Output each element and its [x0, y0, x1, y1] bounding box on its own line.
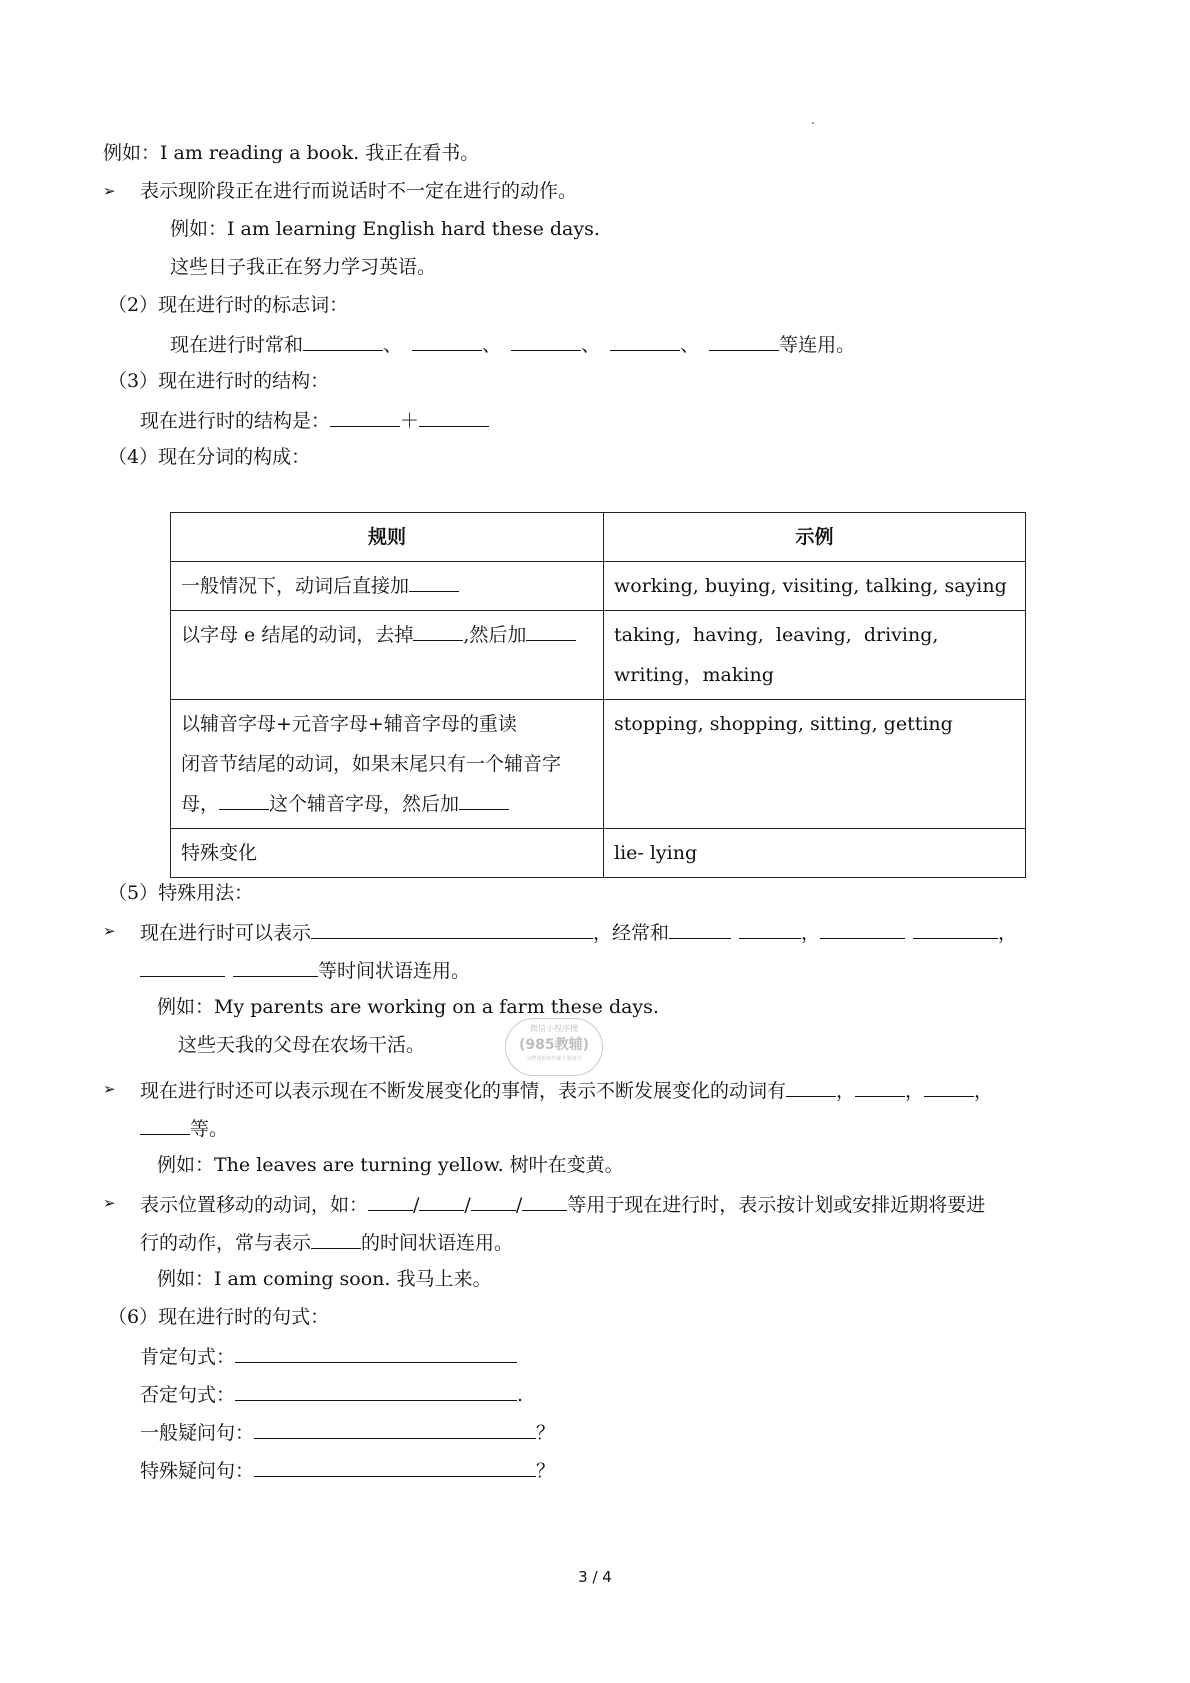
special-usage-1-line1	[140, 918, 1017, 946]
comma: ，	[905, 1080, 925, 1102]
usage-text: 等。	[190, 1118, 229, 1140]
section-5-title: （5）特殊用法：	[108, 882, 254, 904]
structure-line	[140, 406, 489, 434]
special-usage-2-line2	[140, 1114, 228, 1142]
blank-field[interactable]	[459, 789, 509, 810]
example-coming: 例如：I am coming soon. 我马上来。	[157, 1268, 492, 1290]
table-row	[171, 829, 1026, 878]
participle-rules-table	[170, 512, 1026, 878]
example-cell: stopping, shopping, sitting, getting	[604, 700, 1026, 829]
blank-field[interactable]	[522, 1190, 567, 1211]
usage-text: 现在进行时还可以表示现在不断发展变化的事情，表示不断发展变化的动词有	[140, 1080, 787, 1102]
bullet-arrow-icon: ➢	[103, 182, 116, 200]
blank-field[interactable]	[412, 330, 482, 351]
table-row	[171, 700, 1026, 829]
blank-field[interactable]	[855, 1076, 905, 1097]
example-cell: working, buying, visiting, talking, saying	[604, 562, 1026, 611]
special-question-line	[140, 1456, 555, 1484]
blank-field[interactable]	[254, 1456, 536, 1477]
example-reading: 例如：I am reading a book. 我正在看书。	[103, 142, 480, 164]
bullet-current-stage: 表示现阶段正在进行而说话时不一定在进行的动作。	[140, 180, 578, 202]
blank-field[interactable]	[330, 406, 400, 427]
special-usage-3-line2	[140, 1228, 513, 1256]
comma: ，	[998, 922, 1018, 944]
blank-field[interactable]	[311, 1228, 361, 1249]
rule-cell	[171, 562, 604, 611]
example-cell: taking, having, leaving, driving, writing，making	[604, 611, 1026, 700]
usage-text: 行的动作，常与表示	[140, 1232, 312, 1254]
signal-words-prefix: 现在进行时常和	[170, 334, 304, 356]
blank-field[interactable]	[471, 1190, 516, 1211]
usage-text: 等用于现在进行时，表示按计划或安排近期将要进	[567, 1194, 986, 1216]
blank-field[interactable]	[409, 571, 459, 592]
separator: 、	[581, 334, 601, 356]
watermark-text: 完整资料和答案不要错过	[526, 1056, 582, 1062]
blank-field[interactable]	[913, 918, 998, 939]
comma: ，	[974, 1080, 994, 1102]
blank-field[interactable]	[526, 620, 576, 641]
section-6-title: （6）现在进行时的句式：	[108, 1306, 330, 1328]
blank-field[interactable]	[924, 1076, 974, 1097]
rule-text: 以辅音字母+元音字母+辅音字母的重读	[181, 713, 517, 735]
sentence-form-label: 肯定句式：	[140, 1346, 236, 1368]
blank-field[interactable]	[254, 1418, 536, 1439]
usage-text: 的时间状语连用。	[361, 1232, 514, 1254]
sentence-form-label: 特殊疑问句：	[140, 1460, 255, 1482]
rule-text: ,然后加	[463, 624, 527, 646]
blank-field[interactable]	[303, 330, 383, 351]
table-header-example: 示例	[604, 513, 1026, 562]
blank-field[interactable]	[610, 330, 680, 351]
blank-field[interactable]	[709, 330, 779, 351]
blank-field[interactable]	[140, 1114, 190, 1135]
page-number: 3 / 4	[578, 1568, 612, 1586]
blank-field[interactable]	[419, 1190, 464, 1211]
blank-field[interactable]	[368, 1190, 413, 1211]
watermark-text: 微信小程序搜	[530, 1024, 578, 1033]
negative-line	[140, 1380, 523, 1408]
slash: /	[515, 1194, 523, 1216]
bullet-arrow-icon: ➢	[103, 1194, 116, 1212]
bullet-arrow-icon: ➢	[103, 1080, 116, 1098]
structure-prefix: 现在进行时的结构是：	[140, 410, 331, 432]
rule-text: 这个辅音字母，然后加	[269, 793, 460, 815]
example-leaves: 例如：The leaves are turning yellow. 树叶在变黄。	[157, 1154, 624, 1176]
blank-field[interactable]	[786, 1076, 836, 1097]
period: .	[517, 1384, 524, 1406]
rule-cell: 特殊变化	[171, 829, 604, 878]
affirmative-line	[140, 1342, 517, 1370]
general-question-line	[140, 1418, 555, 1446]
watermark-stamp	[505, 1018, 603, 1076]
example-learning-translation: 这些日子我正在努力学习英语。	[170, 256, 437, 278]
example-parents-translation: 这些天我的父母在农场干活。	[178, 1034, 426, 1056]
section-2-title: （2）现在进行时的标志词：	[108, 294, 349, 316]
rule-text: 闭音节结尾的动词，如果末尾只有一个辅音字	[181, 753, 562, 775]
blank-field[interactable]	[140, 956, 225, 977]
sentence-form-label: 否定句式：	[140, 1384, 236, 1406]
special-usage-1-line2	[140, 956, 470, 984]
separator: 、	[383, 334, 403, 356]
table-row	[171, 611, 1026, 700]
section-4-title: （4）现在分词的构成：	[108, 446, 311, 468]
watermark-text: (985教辅)	[518, 1037, 590, 1053]
special-usage-3-line1	[140, 1190, 985, 1218]
example-cell: lie- lying	[604, 829, 1026, 878]
usage-text: 现在进行时可以表示	[140, 922, 312, 944]
question-mark: ？	[536, 1460, 556, 1482]
table-row	[171, 562, 1026, 611]
usage-text: 表示位置移动的动词，如：	[140, 1194, 369, 1216]
slash: /	[413, 1194, 420, 1216]
blank-field[interactable]	[739, 918, 801, 939]
blank-field[interactable]	[233, 956, 318, 977]
table-header-rule: 规则	[171, 513, 604, 562]
example-learning: 例如：I am learning English hard these days.	[170, 218, 600, 240]
separator: 、	[482, 334, 502, 356]
blank-field[interactable]	[235, 1342, 517, 1363]
blank-field[interactable]	[511, 330, 581, 351]
rule-cell	[171, 611, 604, 700]
signal-words-line	[170, 330, 855, 358]
separator: 、	[680, 334, 700, 356]
comma: ，	[801, 922, 821, 944]
rule-text: 以字母 e 结尾的动词，去掉	[181, 624, 414, 646]
rule-text-line3	[181, 784, 593, 824]
question-mark: ？	[536, 1422, 556, 1444]
example-parents: 例如：My parents are working on a farm these days.	[157, 996, 659, 1018]
slash: /	[464, 1194, 471, 1216]
rule-text: 一般情况下，动词后直接加	[181, 575, 410, 597]
blank-field[interactable]	[820, 918, 905, 939]
rule-cell	[171, 700, 604, 829]
usage-text: ，经常和	[593, 922, 670, 944]
usage-text: 等时间状语连用。	[318, 960, 471, 982]
blank-field[interactable]	[419, 406, 489, 427]
blank-field[interactable]	[219, 789, 269, 810]
blank-field[interactable]	[235, 1380, 517, 1401]
bullet-arrow-icon: ➢	[103, 922, 116, 940]
blank-field[interactable]	[311, 918, 593, 939]
signal-words-suffix: 等连用。	[779, 334, 856, 356]
comma: ，	[836, 1080, 856, 1102]
rule-text: 母，	[181, 793, 220, 815]
blank-field[interactable]	[669, 918, 731, 939]
blank-field[interactable]	[413, 620, 463, 641]
sentence-form-label: 一般疑问句：	[140, 1422, 255, 1444]
section-3-title: （3）现在进行时的结构：	[108, 370, 330, 392]
special-usage-2-line1	[140, 1076, 993, 1104]
stray-dot	[812, 122, 814, 124]
plus-sign: ＋	[400, 410, 420, 432]
